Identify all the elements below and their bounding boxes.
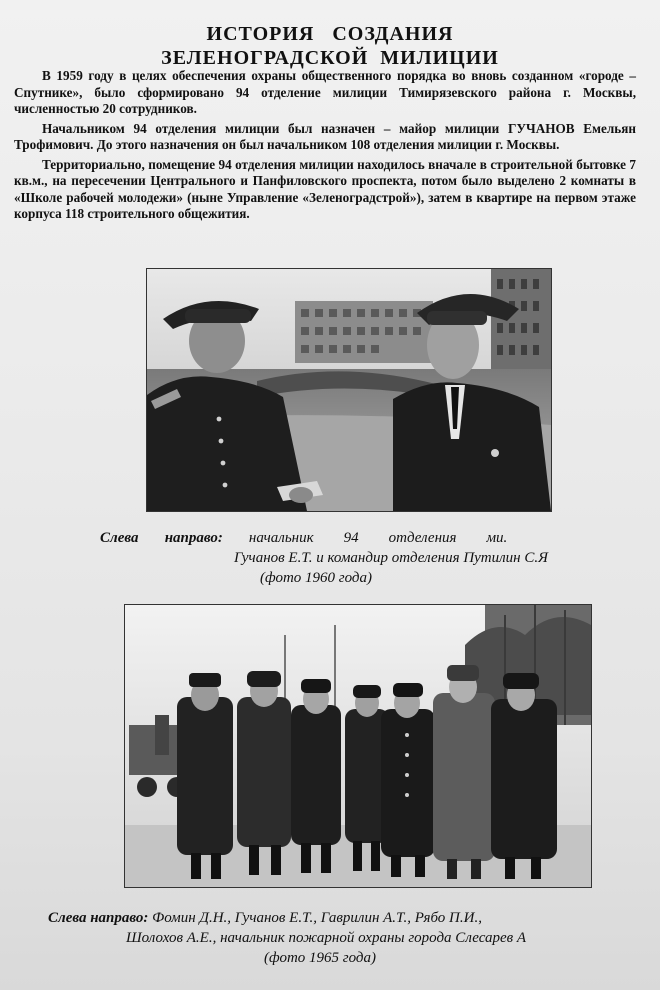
photo-caption-1: [100, 528, 600, 588]
caption-1-line-3: (фото 1960 года): [260, 570, 373, 586]
photo-two-officers-image: [147, 269, 551, 511]
title-line-2: ЗЕЛЕНОГРАДСКОЙ МИЛИЦИИ: [161, 47, 499, 69]
photo-two-officers: [146, 268, 552, 512]
history-text: [14, 68, 636, 226]
caption-2-line-3: (фото 1965 года): [264, 950, 377, 966]
paragraph-3: Территориально, помещение 94 отделения милиции находилось вначале в строительной бытовке 7 кв.м., на пересечении Центрального и Панфиловского проспекта, потом было выделено 2 комнаты в «Школе рабочей молодежи» (ныне Управление «Зеленоградстрой»), затем в квартире на первом этаже корпуса 118 строительного общежития.: [14, 156, 636, 221]
caption-1-label: Слева направо:: [100, 530, 223, 546]
paragraph-1: В 1959 году в целях обеспечения охраны общественного порядка во вновь созданном «городе – Спутнике», было сформировано 94 отделение милиции Тимирязевского района г. Москвы, численностью 20 сотрудников.: [14, 68, 636, 116]
photo-caption-2: [48, 908, 638, 968]
paragraph-2: Начальником 94 отделения милиции был назначен – майор милиции ГУЧАНОВ Емельян Трофимович. До этого назначения он был начальником 108 отделения милиции г. Москвы.: [14, 120, 636, 152]
caption-1-line-1: начальник 94 отделения ми.: [248, 530, 508, 546]
caption-2-line-1: Фомин Д.Н., Гучанов Е.Т., Гаврилин А.Т., Рябо П.И.,: [148, 910, 482, 926]
photo-group-image: [125, 605, 591, 887]
caption-2-label: Слева направо:: [48, 910, 149, 926]
caption-1-line-2: Гучанов Е.Т. и командир отделения Путилин С.Я: [234, 550, 548, 566]
title-line-1: ИСТОРИЯ СОЗДАНИЯ: [206, 23, 454, 45]
photo-group-of-officers: [124, 604, 592, 888]
page-title: [0, 22, 660, 70]
caption-2-line-2: Шолохов А.Е., начальник пожарной охраны города Слесарев А: [126, 930, 527, 946]
